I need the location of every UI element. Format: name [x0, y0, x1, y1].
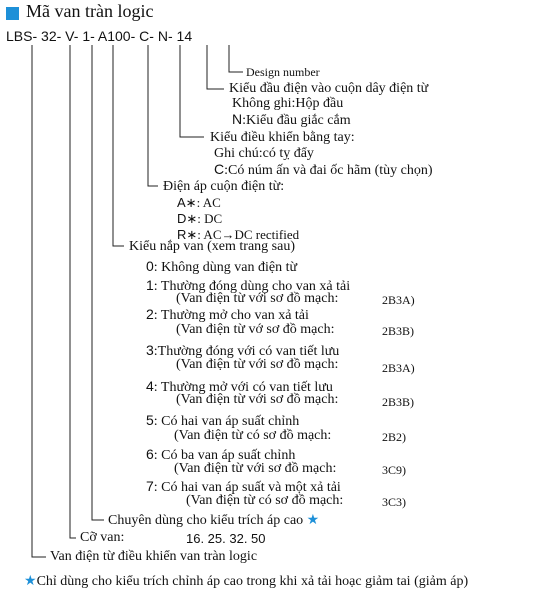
- cover-ref-1: 2B3A): [382, 293, 415, 307]
- size-label: Cỡ van:: [80, 530, 125, 545]
- line-voltage: [148, 45, 158, 186]
- code-size: 32: [41, 28, 57, 44]
- special-label: [108, 512, 319, 529]
- cover-sub-6: (Van điện từ với sơ đồ mạch:: [174, 461, 337, 476]
- cover-text: : Thường mở cho van xả tải: [153, 308, 309, 323]
- footnote-star-icon: ★: [24, 574, 37, 589]
- size-values: 16. 25. 32. 50: [186, 531, 266, 546]
- voltage-code-dc: D∗: [177, 211, 198, 226]
- manual-c: [214, 161, 433, 179]
- code-cover: 1: [82, 28, 91, 44]
- cover-text: : Không dùng van điện từ: [153, 260, 298, 275]
- terminal-title: Kiểu đầu điện vào cuộn dây điện từ: [229, 81, 429, 96]
- line-special: [92, 45, 104, 520]
- series-label: Van điện từ điều khiển van tràn logic: [50, 549, 258, 564]
- cover-sub-7: (Van điện từ có sơ đồ mạch:: [186, 493, 344, 508]
- cover-ref-2: 2B3B): [382, 324, 415, 338]
- cover-ref-5: 2B2): [382, 430, 406, 444]
- voltage-code-rectified: R∗: [177, 227, 198, 242]
- model-code: LBS- 32- V- 1- A100- C- N- 14: [6, 28, 193, 44]
- line-size: [70, 45, 76, 538]
- cover-code: 4: [146, 378, 154, 394]
- footnote: [24, 573, 468, 590]
- cover-sub-2: (Van điện từ vớ sơ đồ mạch:: [176, 322, 335, 337]
- cover-text: : Có hai van áp suất và một xả tải: [153, 480, 341, 495]
- cover-text: : Có ba van áp suất chỉnh: [153, 448, 296, 463]
- manual-title: Kiểu điều khiển bằng tay:: [210, 130, 355, 145]
- terminal-none: Không ghi:Hộp đầu: [232, 96, 344, 111]
- terminal-n-text: :Kiểu đầu giắc cắm: [242, 113, 351, 128]
- cover-code: 3: [146, 342, 154, 358]
- code-special: V: [65, 28, 74, 44]
- manual-c-code: C: [214, 161, 225, 177]
- cover-option-0: [146, 258, 297, 276]
- cover-code: 7: [146, 478, 154, 494]
- manual-note: Ghi chú:có tỵ đẩy: [214, 146, 314, 161]
- footnote-text: Chỉ dùng cho kiểu trích chỉnh áp cao trong khi xả tải hoạc giảm tai (giảm áp): [36, 574, 469, 589]
- design-number-label: Design number: [246, 65, 320, 79]
- cover-text: : Có hai van áp suất chỉnh: [153, 414, 300, 429]
- code-series: LBS: [6, 28, 33, 44]
- star-icon: ★: [306, 513, 320, 528]
- cover-code: 1: [146, 277, 154, 293]
- manual-c-text: :Có núm ấn và đai ốc hãm (tùy chọn): [224, 163, 433, 178]
- code-design: 14: [176, 28, 193, 44]
- cover-sub-4: (Van điện từ với sơ đồ mạch:: [176, 392, 339, 407]
- cover-title: Kiểu nắp van (xem trang sau): [129, 239, 295, 254]
- cover-ref-3: 2B3A): [382, 361, 415, 375]
- cover-ref-7: 3C3): [382, 495, 406, 509]
- cover-code: 6: [146, 446, 154, 462]
- code-manual: C: [139, 28, 150, 44]
- terminal-n-code: N: [232, 111, 243, 127]
- cover-code: 0: [146, 258, 154, 274]
- cover-text: :Thường đóng với có van tiết lưu: [153, 344, 340, 359]
- voltage-text-rectified: : AC→DC rectified: [197, 227, 300, 242]
- code-terminal: N: [157, 28, 168, 44]
- cover-sub-3: (Van điện từ với sơ đồ mạch:: [176, 357, 339, 372]
- voltage-title: Điện áp cuộn điện từ:: [163, 179, 285, 194]
- line-terminal: [207, 45, 224, 89]
- special-text: Chuyên dùng cho kiểu trích áp cao: [108, 513, 304, 528]
- voltage-option-ac: [177, 195, 221, 211]
- cover-text: : Thường mở với có van tiết lưu: [153, 380, 333, 395]
- line-cover: [113, 45, 124, 246]
- cover-sub-1: (Van điện từ với sơ đồ mạch:: [176, 291, 339, 306]
- line-manual: [180, 45, 204, 137]
- voltage-text-dc: : DC: [197, 211, 223, 226]
- cover-code: 5: [146, 412, 154, 428]
- cover-code: 2: [146, 306, 154, 322]
- cover-ref-6: 3C9): [382, 463, 406, 477]
- cover-text: : Thường đóng dùng cho van xả tải: [153, 279, 351, 294]
- cover-sub-5: (Van điện từ có sơ đồ mạch:: [174, 428, 332, 443]
- line-design: [229, 45, 243, 72]
- voltage-text-ac: : AC: [196, 195, 221, 210]
- cover-ref-4: 2B3B): [382, 395, 415, 409]
- voltage-code-ac: A∗: [177, 195, 197, 210]
- line-series: [32, 45, 46, 557]
- terminal-n: [232, 111, 351, 129]
- code-voltage: A100: [97, 28, 131, 44]
- page-heading: Mã van tràn logic: [26, 1, 154, 21]
- voltage-option-dc: [177, 211, 222, 227]
